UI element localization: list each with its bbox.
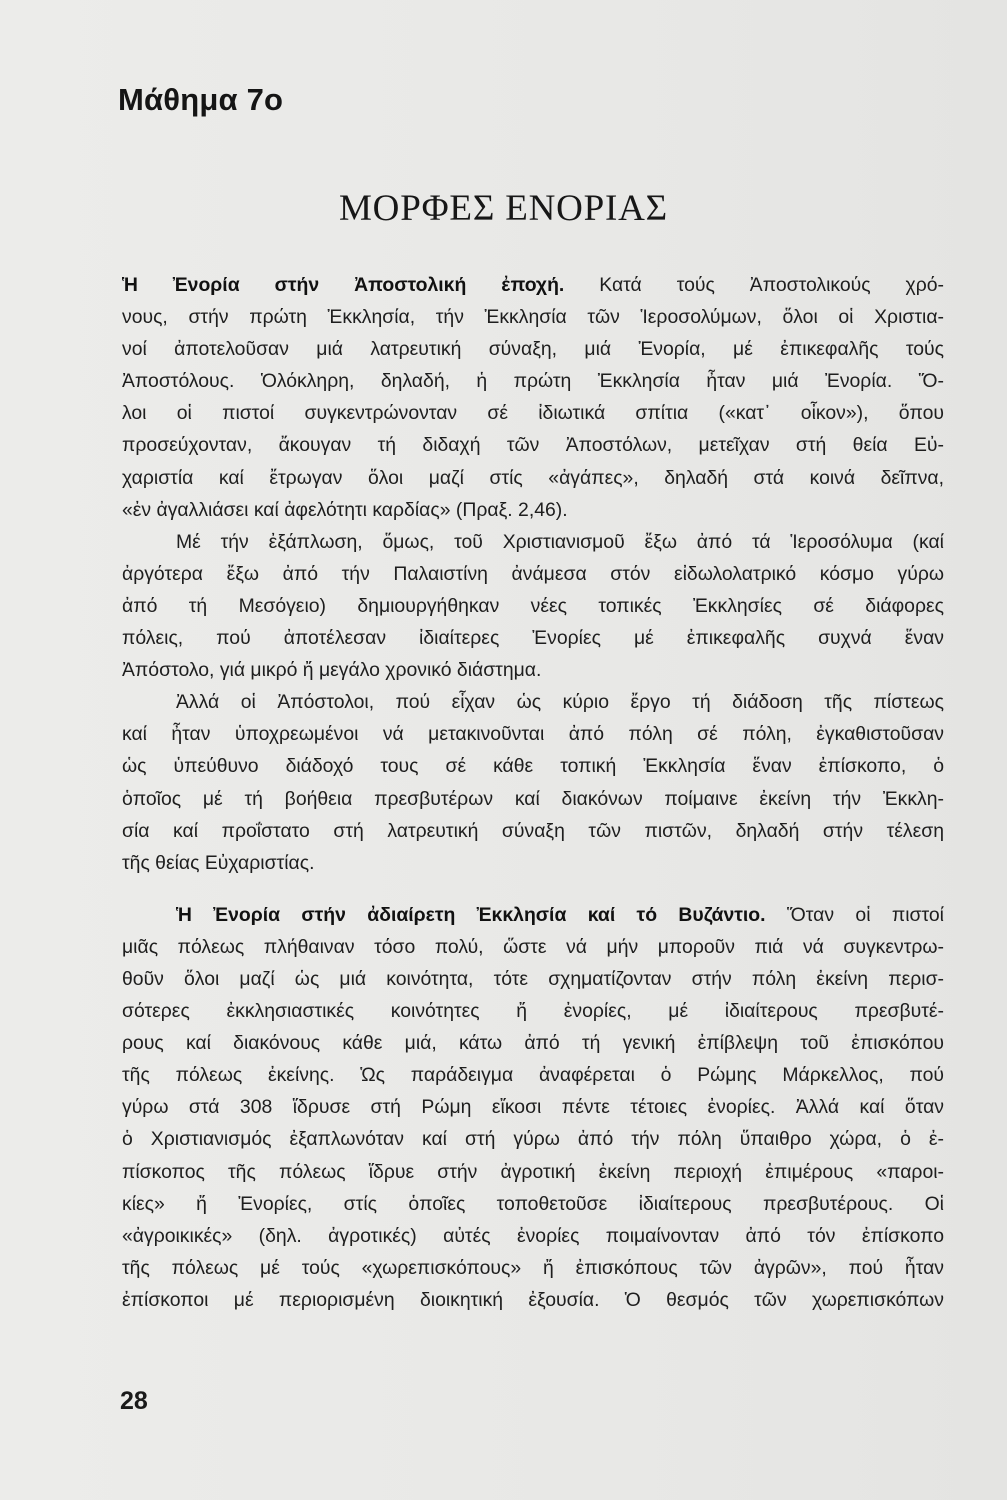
text-line: ὁ Χριστιανισμός ἐξαπλωνόταν καί στή γύρω ἀπό τήν πόλη ὕπαιθρο χώρα, ὁ ἐ-: [122, 1128, 944, 1151]
text-line: νους, στήν πρώτη Ἐκκλησία, τήν Ἐκκλησία τῶν Ἱεροσολύμων, ὅλοι οἱ Χριστια-: [122, 306, 944, 329]
text-line: Ἀποστόλους. Ὁλόκληρη, δηλαδή, ἡ πρώτη Ἐκκλησία ἦταν μιά Ἐνορία. Ὅ-: [122, 370, 944, 393]
body-text: [122, 269, 944, 1316]
text-line: τῆς πόλεως ἐκείνης. Ὡς παράδειγμα ἀναφέρεται ὁ Ρώμης Μάρκελλος, πού: [122, 1064, 944, 1087]
text-line: «ἐν ἀγαλλιάσει καί ἀφελότητι καρδίας» (Πραξ. 2,46).: [122, 498, 568, 521]
text-line: Ἡ Ἐνορία στήν ἀδιαίρετη Ἐκκλησία καί τό Βυζάντιο. Ὅταν οἱ πιστοί: [176, 903, 944, 926]
text-line: σότερες ἐκκλησιαστικές κοινότητες ἤ ἐνορίες, μέ ἰδιαίτερους πρεσβυτέ-: [122, 1000, 944, 1023]
page-number: 28: [120, 1387, 148, 1415]
text-line: ὁποῖος μέ τή βοήθεια πρεσβυτέρων καί διακόνων ποίμαινε ἐκείνη τήν Ἐκκλη-: [122, 787, 944, 810]
text-line: Μέ τήν ἐξάπλωση, ὅμως, τοῦ Χριστιανισμοῦ ἔξω ἀπό τά Ἱεροσόλυμα (καί: [176, 530, 944, 553]
text-line: ἀργότερα ἔξω ἀπό τήν Παλαιστίνη ἀνάμεσα στόν εἰδωλολατρικό κόσμο γύρω: [122, 562, 944, 585]
text-line: «ἀγροικικές» (δηλ. ἀγροτικές) αὐτές ἐνορίες ποιμαίνονταν ἀπό τόν ἐπίσκοπο: [122, 1224, 944, 1247]
text-line: θοῦν ὅλοι μαζί ὡς μιά κοινότητα, τότε σχηματίζονταν στήν πόλη ἐκείνη περισ-: [122, 967, 944, 990]
section-gap: [122, 879, 944, 899]
lesson-label: Μάθημα 7ο: [118, 82, 284, 117]
text-line: προσεύχονταν, ἄκουγαν τή διδαχή τῶν Ἀποστόλων, μετεῖχαν στή θεία Εὐ-: [122, 434, 944, 457]
chapter-title: ΜΟΡΦΕΣ ΕΝΟΡΙΑΣ: [338, 188, 669, 229]
text-line: γύρω στά 308 ἵδρυσε στή Ρώμη εἴκοσι πέντε τέτοιες ἐνορίες. Ἀλλά καί ὅταν: [122, 1096, 944, 1119]
text-line: λοι οἱ πιστοί συγκεντρώνονταν σέ ἰδιωτικά σπίτια («κατ᾿ οἶκον»), ὅπου: [122, 402, 944, 425]
text-line: κίες» ἤ Ἐνορίες, στίς ὁποῖες τοποθετοῦσε ἰδιαίτερους πρεσβυτέρους. Οἱ: [122, 1192, 944, 1215]
text-line: Ἀλλά οἱ Ἀπόστολοι, πού εἶχαν ὡς κύριο ἔργο τή διάδοση τῆς πίστεως: [176, 691, 944, 714]
text-line: χαριστία καί ἔτρωγαν ὅλοι μαζί στίς «ἀγάπες», δηλαδή στά κοινά δεῖπνα,: [122, 466, 944, 489]
text-line: τῆς θείας Εὐχαριστίας.: [122, 851, 315, 874]
section-heading: Ἡ Ἐνορία στήν Ἀποστολική ἐποχή.: [122, 274, 565, 296]
text-line: σία καί προΐστατο στή λατρευτική σύναξη τῶν πιστῶν, δηλαδή στήν τέλεση: [122, 819, 944, 842]
text-line: Ἡ Ἐνορία στήν Ἀποστολική ἐποχή. Κατά τούς Ἀποστολικούς χρό-: [122, 274, 944, 296]
text-line: ὡς ὑπεύθυνο διάδοχό τους σέ κάθε τοπική Ἐκκλησία ἕναν ἐπίσκοπο, ὁ: [122, 755, 944, 778]
text-line: ἐπίσκοποι μέ περιορισμένη διοικητική ἐξουσία. Ὁ θεσμός τῶν χωρεπισκόπων: [122, 1288, 944, 1311]
text-line: Ἀπόστολο, γιά μικρό ἤ μεγάλο χρονικό διάστημα.: [122, 659, 542, 682]
section-heading: Ἡ Ἐνορία στήν ἀδιαίρετη Ἐκκλησία καί τό Βυζάντιο.: [176, 903, 766, 926]
text-line: μιᾶς πόλεως πλήθαιναν τόσο πολύ, ὥστε νά μήν μποροῦν πιά νά συγκεντρω-: [122, 935, 944, 958]
text-line: νοί ἀποτελοῦσαν μιά λατρευτική σύναξη, μιά Ἐνορία, μέ ἐπικεφαλῆς τούς: [122, 338, 944, 361]
text-line: πίσκοπος τῆς πόλεως ἵδρυε στήν ἀγροτική ἐκείνη περιοχή ἐπιμέρους «παροι-: [122, 1160, 944, 1183]
text-line: καί ἦταν ὑποχρεωμένοι νά μετακινοῦνται ἀπό πόλη σέ πόλη, ἐγκαθιστοῦσαν: [122, 723, 944, 746]
text-line: πόλεις, πού ἀποτέλεσαν ἰδιαίτερες Ἐνορίες μέ ἐπικεφαλῆς συχνά ἕναν: [122, 627, 944, 650]
text-line: τῆς πόλεως μέ τούς «χωρεπισκόπους» ἤ ἐπισκόπους τῶν ἀγρῶν», πού ἦταν: [122, 1256, 944, 1279]
text-line: ρους καί διακόνους κάθε μιά, κάτω ἀπό τή γενική ἐπίβλεψη τοῦ ἐπισκόπου: [122, 1032, 944, 1055]
text-line: ἀπό τή Μεσόγειο) δημιουργήθηκαν νέες τοπικές Ἐκκλησίες σέ διάφορες: [122, 594, 944, 617]
